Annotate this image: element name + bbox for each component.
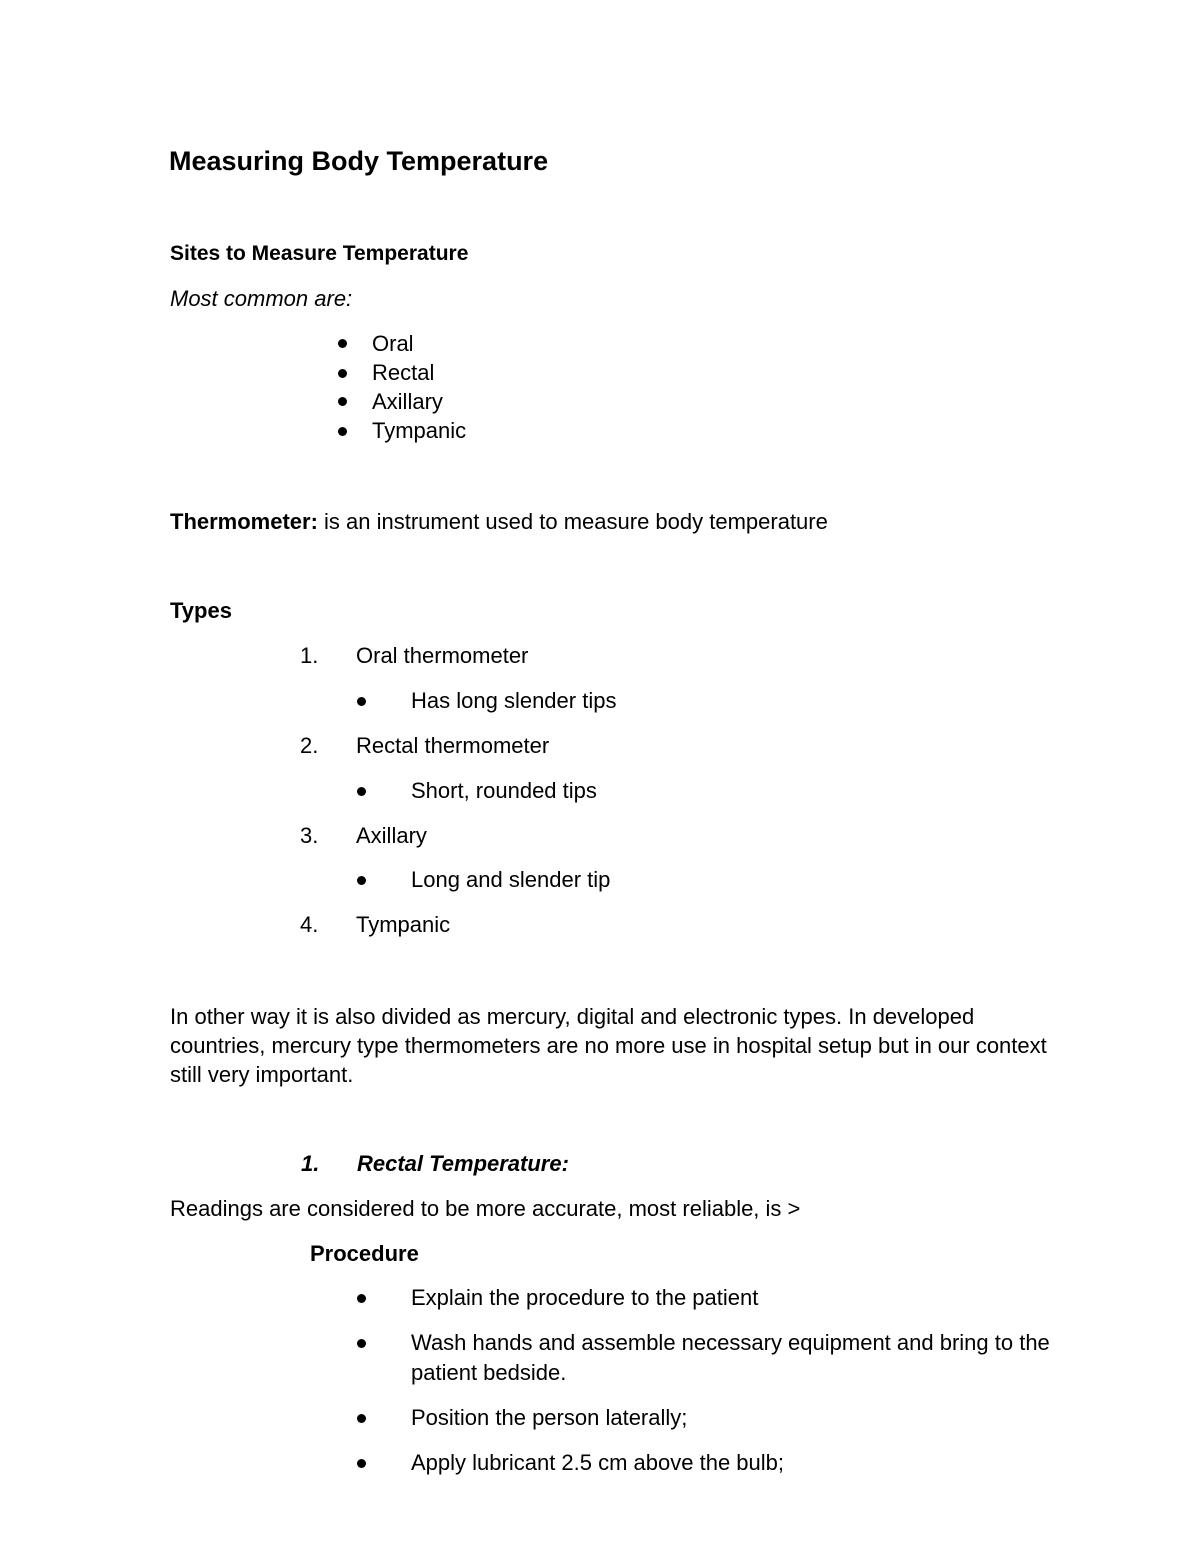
type-note: Long and slender tip: [411, 867, 611, 892]
procedure-step: Apply lubricant 2.5 cm above the bulb;: [411, 1450, 785, 1475]
list-item: Axillary: [372, 389, 443, 414]
bullet-icon: [357, 787, 366, 796]
thermometer-definition: [170, 507, 828, 537]
bullet-icon: [338, 339, 347, 348]
page-title: Measuring Body Temperature: [169, 146, 549, 176]
type-note: Short, rounded tips: [411, 778, 597, 803]
type-number: 4.: [300, 912, 319, 937]
type-label: Tympanic: [356, 912, 451, 937]
type-label: Rectal thermometer: [356, 733, 550, 758]
list-item: Tympanic: [372, 418, 467, 443]
type-note: Has long slender tips: [411, 688, 617, 713]
bullet-icon: [357, 697, 366, 706]
list-item: Oral: [372, 331, 414, 356]
type-number: 2.: [300, 733, 319, 758]
bullet-icon: [338, 397, 347, 406]
bullet-icon: [357, 1294, 366, 1303]
sites-intro: Most common are:: [170, 286, 353, 311]
type-number: 3.: [300, 823, 319, 848]
bullet-icon: [357, 1459, 366, 1468]
section-heading: Rectal Temperature:: [357, 1151, 569, 1176]
thermometer-term: Thermometer:: [170, 509, 318, 534]
list-item: Rectal: [372, 360, 435, 385]
readings-text: Readings are considered to be more accurate, most reliable, is >: [170, 1196, 801, 1221]
bullet-icon: [338, 369, 347, 378]
thermometer-text: is an instrument used to measure body temperature: [317, 509, 828, 534]
procedure-step: Position the person laterally;: [411, 1405, 688, 1430]
bullet-icon: [357, 876, 366, 885]
sites-heading: Sites to Measure Temperature: [170, 242, 469, 265]
section-number: 1.: [301, 1151, 320, 1176]
bullet-icon: [357, 1339, 366, 1348]
types-heading: Types: [170, 598, 232, 623]
procedure-step: Wash hands and assemble necessary equipment and bring to the patient bedside.: [411, 1330, 1050, 1385]
type-label: Oral thermometer: [356, 643, 529, 668]
type-number: 1.: [300, 643, 319, 668]
bullet-icon: [357, 1414, 366, 1423]
type-label: Axillary: [356, 823, 427, 848]
other-way-paragraph: In other way it is also divided as mercury, digital and electronic types. In developed countries, mercury type thermometers are no more use in hospital setup but in our context still very important.: [170, 1004, 1047, 1087]
procedure-step: Explain the procedure to the patient: [411, 1285, 759, 1310]
bullet-icon: [338, 427, 347, 436]
procedure-heading: Procedure: [310, 1241, 419, 1266]
